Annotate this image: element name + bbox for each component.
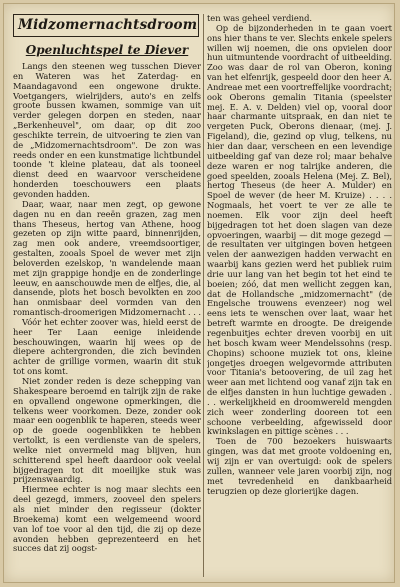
paragraph: Daar, waar, naar men zegt, op gewone dagen nu en dan reeën grazen, zag men thans Theseus, hertog van Athene, hoog gezeten op zijn witte paard, binnenrijden, zag men ook andere, vreemdsoortiger, gestalten, zooals Spoel de wever met zijn beloverden ezelskop, 'n wandelende maan met zijn grappige hondje en de zonderlinge leeuw, en aanschouwde men de elfjes, die, al dansende, plots het bosch bevolkten en zoo han onmisbaar deel vormden van den romantisch-droomerigen Midzomernacht . . . [13, 198, 201, 318]
headline-box [13, 14, 199, 37]
article-title: Midzomernachtsdroom [18, 17, 198, 33]
left-column [13, 14, 201, 580]
paragraph: Op de bijzonderheden in te gaan voert ons hier thans te ver. Slechts enkele spelers willen wij noemen, die ons opvielen door hun uitmuntende voordracht of uitbeelding. Zoo was daar de rol van Oberon, koning van het elfenrijk, gespeeld door den heer A. Andreae met een voortreffelijke voordracht; ook Oberons gemalin Titania (speelster mej. E. A. v. Delden) viel op, vooral door haar charmante uitspraak, en dan niet te vergeten Puck, Oberons dienaar, (mej. J. Figeland), die, gezind op vlug, telkens, nu hier dan daar, verscheen en een levendige uitbeelding gaf van deze rol; maar behalve deze waren er nog talrijke anderen, die goed speelden, zooals Helena (Mej. Z. Bel), hertog Theseus (de heer A. Mulder) en Spoel de wever (de heer M. Kruize) . . . . Nogmaals, het voert te ver ze alle te noemen. Elk voor zijn deel heeft bijgedragen tot het doen slagen van deze opvoeringen, waarbij — dit moge gezegd — de resultaten ver uitgingen boven hetgeen velen der aanwezigen hadden verwacht en waarbij kans gezien werd het publiek ruim drie uur lang van het begin tot het eind te boeien; zóó, dat men wellicht zeggen kan, dat de Hollandsche „midzomernacht" (de Engelsche trouwens evenzeer) nog wel eens iets te wenschen over laat, waar het betreft warmte en droogte. De dreigende regenbuitjes echter dreven voorbij en uit het bosch kwam weer Mendelssohns (resp. Chopins) schoone muziek tot ons, kleine jongetjes droegen welgevormde attributen voor Titania's betoovering, de uil zag het weer aan met lichtend oog vanaf zijn tak en de elfjes dansten in hun luchtige gewaden . . . werkelijkheid en droomwereld mengden zich weer zonderling dooreen tot een schoone verbeelding, afgewisseld door kwinkslagen en pittige scènes . . . [207, 22, 392, 437]
paragraph: ten was geheel verdiend. [207, 14, 312, 23]
newspaper-clipping [3, 3, 395, 583]
left-body [13, 62, 201, 554]
article-subtitle: Openluchtspel te Diever [25, 43, 189, 57]
paragraph: Niet zonder reden is deze schepping van Shakespeare beroemd en talrijk zijn de rake en opvallend ongewone opmerkingen, die telkens weer voorkomen. Deze, zonder ook maar een oogenblik te haperen, steeds weer op de goede oogenblikken te hebben vertolkt, is een verdienste van de spelers, welke niet onvermeld mag blijven, hun schitterend spel heeft daardoor ook veelal bijgedragen tot dit moeilijke stuk was prijzenswaardig. [13, 376, 201, 485]
paragraph: Toen de 700 bezoekers huiswaarts gingen, was dat met groote voldoening en, wij zijn er van overtuigd: ook de spelers zullen, wanneer vele jaren voorbij zijn, nog met tevredenheid en dankbaarheid terugzien op deze glorierijke dagen. [207, 436, 392, 496]
column-divider [203, 14, 204, 577]
paragraph: Vóór het echter zoover was, hield eerst de heer Ter Laan eenige inleidende beschouwingen, waarin hij wees op de diepere achtergronden, die zich bevinden achter de grillige vormen, waarin dit stuk tot ons komt. [13, 316, 201, 377]
paragraph: Langs den steenen weg tusschen Diever en Wateren was het Zaterdag- en Maandagavond een ongewone drukte. Voetgangers, wielrijders, auto's en zelfs groote bussen kwamen, sommige van uit verder gelegen dorpen en steden, naar „Berkenheuvel", om daar, op dit zoo geschikte terrein, de uitvoering te zien van de „Midzomernachtsdroom". De zon was reeds onder en een kunstmatige lichtbundel toonde 't kleine plateau, dat als tooneel dienst deed en waarvoor verscheidene honderden toeschouwers een plaats gevonden hadden. [13, 61, 201, 199]
paragraph: Hiermee echter is nog maar slechts een deel gezegd, immers, zooveel den spelers als niet minder den regisseur (dokter Broekema) komt een welgemeend woord van lof toe voor al den tijd, die zij op deze avonden hebben geprezenteerd en het succes dat zij oogst- [13, 484, 201, 554]
right-body [207, 14, 392, 496]
right-column [207, 14, 392, 580]
